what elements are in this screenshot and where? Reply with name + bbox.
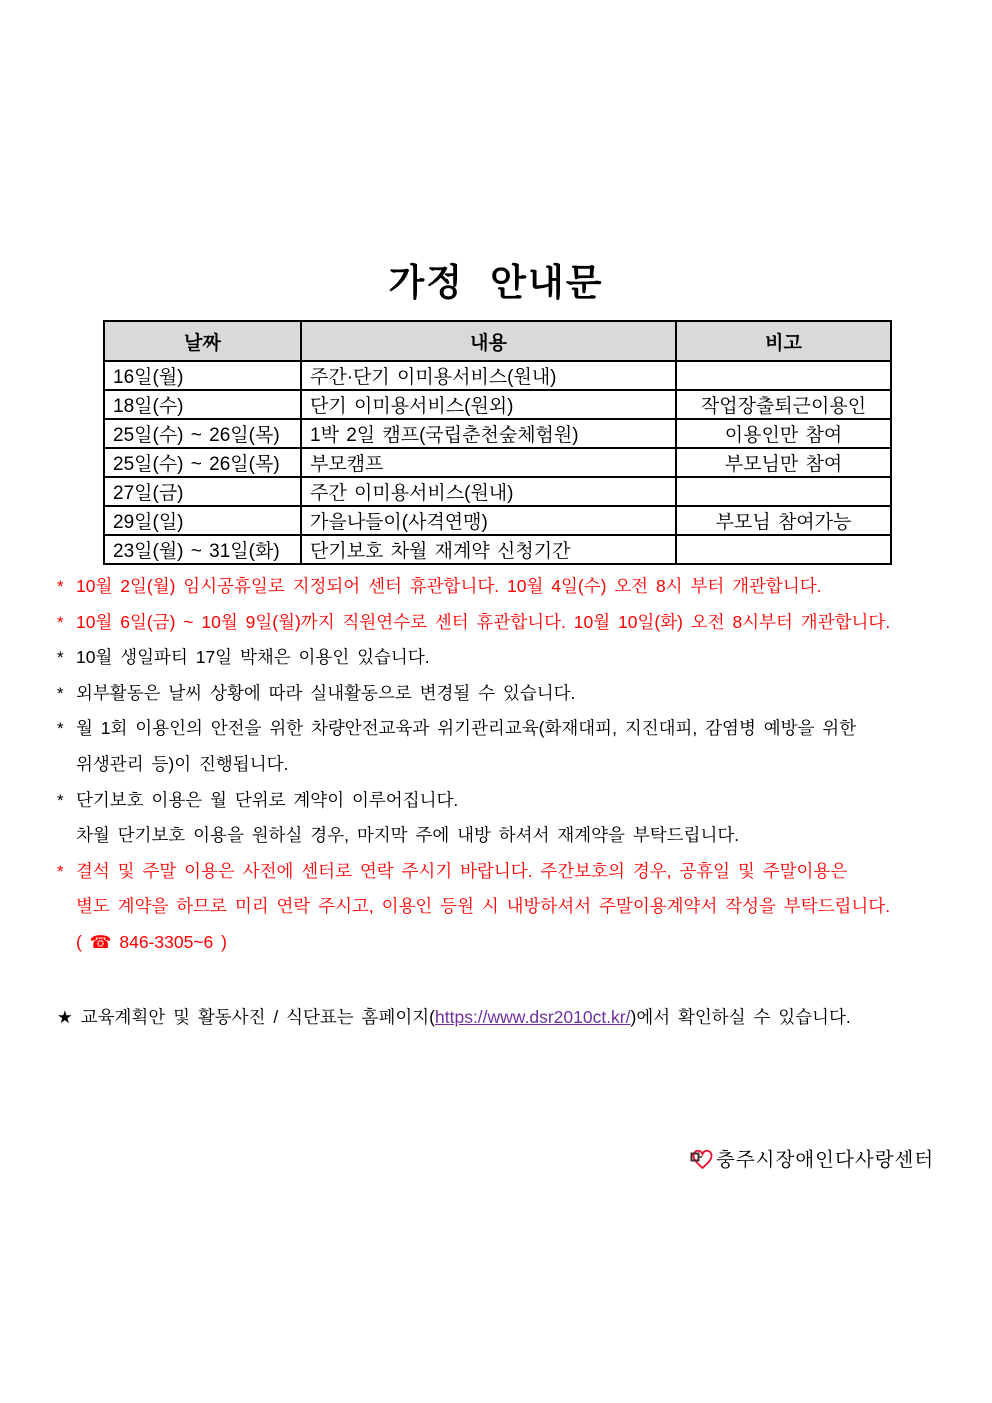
table-row — [104, 506, 891, 535]
note-line: 단기보호 이용은 월 단위로 계약이 이루어집니다. — [76, 789, 459, 810]
note-line: 10월 6일(금) ~ 10월 9일(월)까지 직원연수로 센터 휴관합니다. 10월 10일(화) 오전 8시부터 개관합니다. — [76, 611, 891, 632]
note-line: 별도 계약을 하므로 미리 연락 주시고, 이용인 등원 시 내방하셔서 주말이용계약서 작성을 부탁드립니다. — [76, 896, 891, 917]
heart-logo-icon — [688, 1145, 715, 1172]
cell-note: 부모님 참여가능 — [676, 506, 891, 535]
note-line: 결석 및 주말 이용은 사전에 센터로 연락 주시기 바랍니다. 주간보호의 경우, 공휴일 및 주말이용은 — [76, 860, 848, 881]
note-marker: * — [57, 612, 64, 632]
homepage-link[interactable]: https://www.dsr2010ct.kr/ — [435, 1007, 631, 1027]
note-item — [57, 605, 957, 641]
cell-content: 부모캠프 — [301, 448, 676, 477]
note-item — [57, 676, 957, 712]
cell-date: 25일(수) ~ 26일(목) — [104, 419, 301, 448]
cell-note: 이용인만 참여 — [676, 419, 891, 448]
table-row — [104, 448, 891, 477]
table-row — [104, 390, 891, 419]
cell-date: 29일(일) — [104, 506, 301, 535]
note-marker: * — [57, 683, 64, 703]
cell-content: 주간·단기 이미용서비스(원내) — [301, 361, 676, 390]
cell-note — [676, 361, 891, 390]
cell-content: 단기 이미용서비스(원외) — [301, 390, 676, 419]
schedule-table — [103, 320, 892, 565]
note-line: 10월 2일(월) 임시공휴일로 지정되어 센터 휴관합니다. 10월 4일(수) 오전 8시 부터 개관합니다. — [76, 576, 822, 596]
note-marker: * — [57, 790, 64, 810]
homepage-note-prefix: 교육계획안 및 활동사진 / 식단표는 홈페이지( — [80, 1007, 435, 1027]
cell-content: 주간 이미용서비스(원내) — [301, 477, 676, 506]
note-line: 월 1회 이용인의 안전을 위한 차량안전교육과 위기관리교육(화재대피, 지진대피, 감염병 예방을 위한 — [76, 718, 857, 739]
cell-note: 부모님만 참여 — [676, 448, 891, 477]
cell-date: 16일(월) — [104, 361, 301, 390]
note-line: 10월 생일파티 17일 박채은 이용인 있습니다. — [76, 647, 430, 668]
org-name: 충주시장애인다사랑센터 — [716, 1149, 935, 1171]
table-header-row — [104, 321, 891, 361]
note-item — [57, 711, 957, 782]
homepage-note-suffix: )에서 확인하실 수 있습니다. — [630, 1007, 851, 1027]
note-item — [57, 640, 957, 676]
table-header-date: 날짜 — [104, 321, 301, 361]
note-line: 위생관리 등)이 진행됩니다. — [76, 753, 289, 774]
table-header-note: 비고 — [676, 321, 891, 361]
homepage-note — [57, 1000, 851, 1035]
table-row — [104, 419, 891, 448]
note-item — [57, 854, 957, 961]
note-phone-line: ( ☎ 846-3305~6 ) — [76, 931, 227, 952]
cell-content: 가을나들이(사격연맹) — [301, 506, 676, 535]
cell-content: 1박 2일 캠프(국립춘천숲체험원) — [301, 419, 676, 448]
note-line: 외부활동은 날씨 상황에 따라 실내활동으로 변경될 수 있습니다. — [76, 682, 576, 703]
note-marker: * — [57, 719, 64, 739]
cell-date: 23일(월) ~ 31일(화) — [104, 535, 301, 564]
cell-date: 18일(수) — [104, 390, 301, 419]
cell-content: 단기보호 차월 재계약 신청기간 — [301, 535, 676, 564]
note-item — [57, 783, 957, 854]
cell-note — [676, 477, 891, 506]
table-row — [104, 361, 891, 390]
note-item — [57, 569, 957, 605]
cell-date: 27일(금) — [104, 477, 301, 506]
org-footer — [688, 1144, 934, 1172]
note-marker: * — [57, 577, 64, 596]
page-title: 가정 안내문 — [388, 262, 604, 303]
table-row — [104, 477, 891, 506]
cell-note: 작업장출퇴근이용인 — [676, 390, 891, 419]
star-icon: ★ — [57, 1007, 73, 1027]
note-line: 차월 단기보호 이용을 원하실 경우, 마지막 주에 내방 하셔서 재계약을 부탁드립니다. — [76, 825, 740, 846]
table-row — [104, 535, 891, 564]
note-marker: * — [57, 861, 64, 881]
cell-note — [676, 535, 891, 564]
notes-section — [57, 569, 957, 961]
table-header-content: 내용 — [301, 321, 676, 361]
cell-date: 25일(수) ~ 26일(목) — [104, 448, 301, 477]
note-marker: * — [57, 648, 64, 668]
